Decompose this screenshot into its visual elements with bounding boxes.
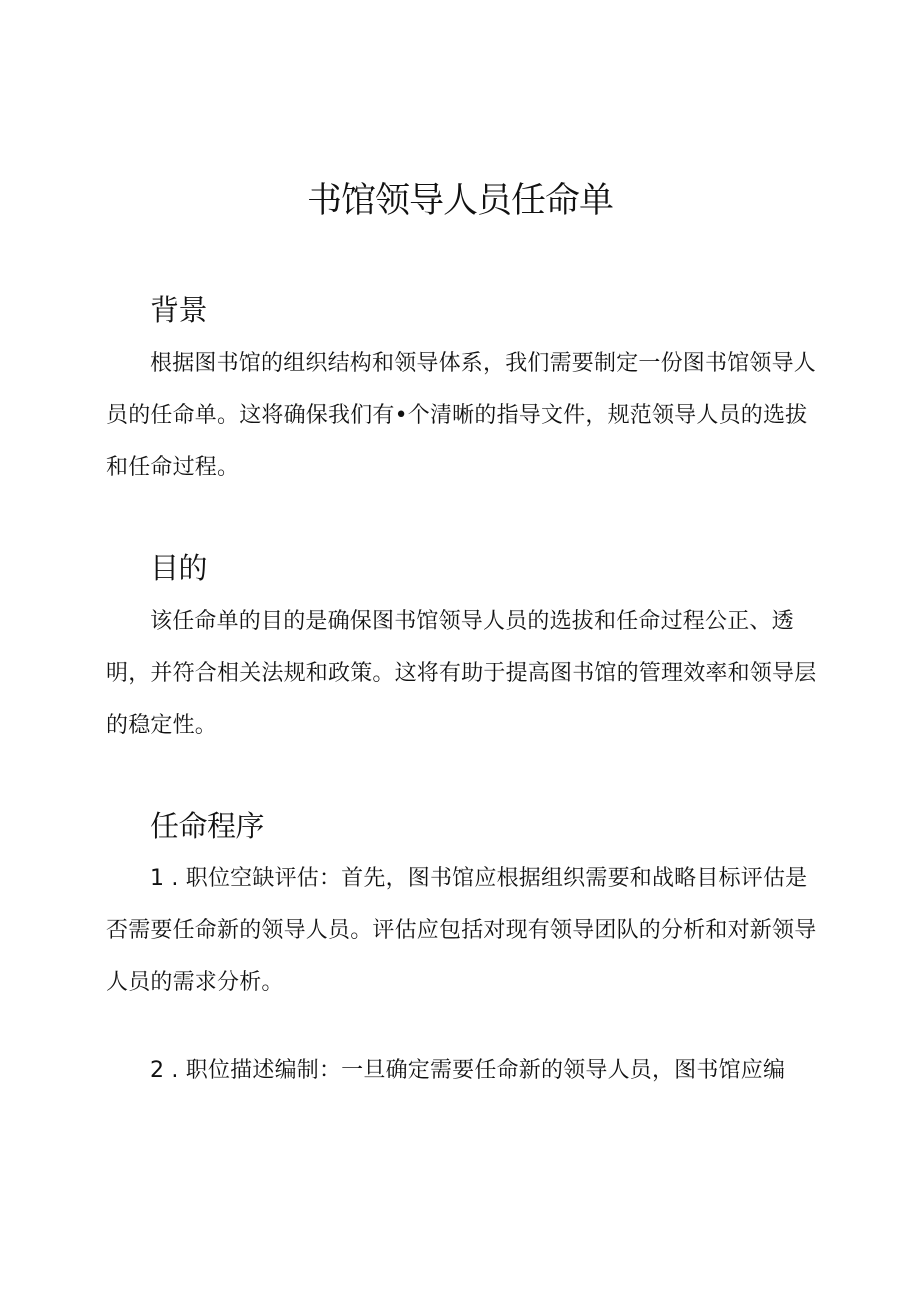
section-heading-procedure: 任命程序 bbox=[150, 809, 265, 843]
purpose-paragraph: 该任命单的目的是确保图书馆领导人员的选拔和任命过程公正、透明，并符合相关法规和政策。这将有助于提高图书馆的管理效率和领导层的稳定性。 bbox=[106, 609, 817, 738]
procedure-item: 2 . 职位描述编制：一旦确定需要任命新的领导人员，图书馆应编 bbox=[150, 1058, 786, 1083]
procedure-item: 1 . 职位空缺评估：首先，图书馆应根据组织需要和战略目标评估是否需要任命新的领导人员。评估应包括对现有领导团队的分析和对新领导人员的需求分析。 bbox=[106, 866, 817, 995]
background-paragraph: 根据图书馆的组织结构和领导体系，我们需要制定一份图书馆领导人员的任命单。这将确保我们有•个清晰的指导文件，规范领导人员的选拔和任命过程。 bbox=[106, 351, 817, 480]
document-title: 书馆领导人员任命单 bbox=[306, 181, 613, 221]
section-heading-background: 背景 bbox=[150, 293, 208, 327]
section-heading-purpose: 目的 bbox=[150, 551, 208, 585]
